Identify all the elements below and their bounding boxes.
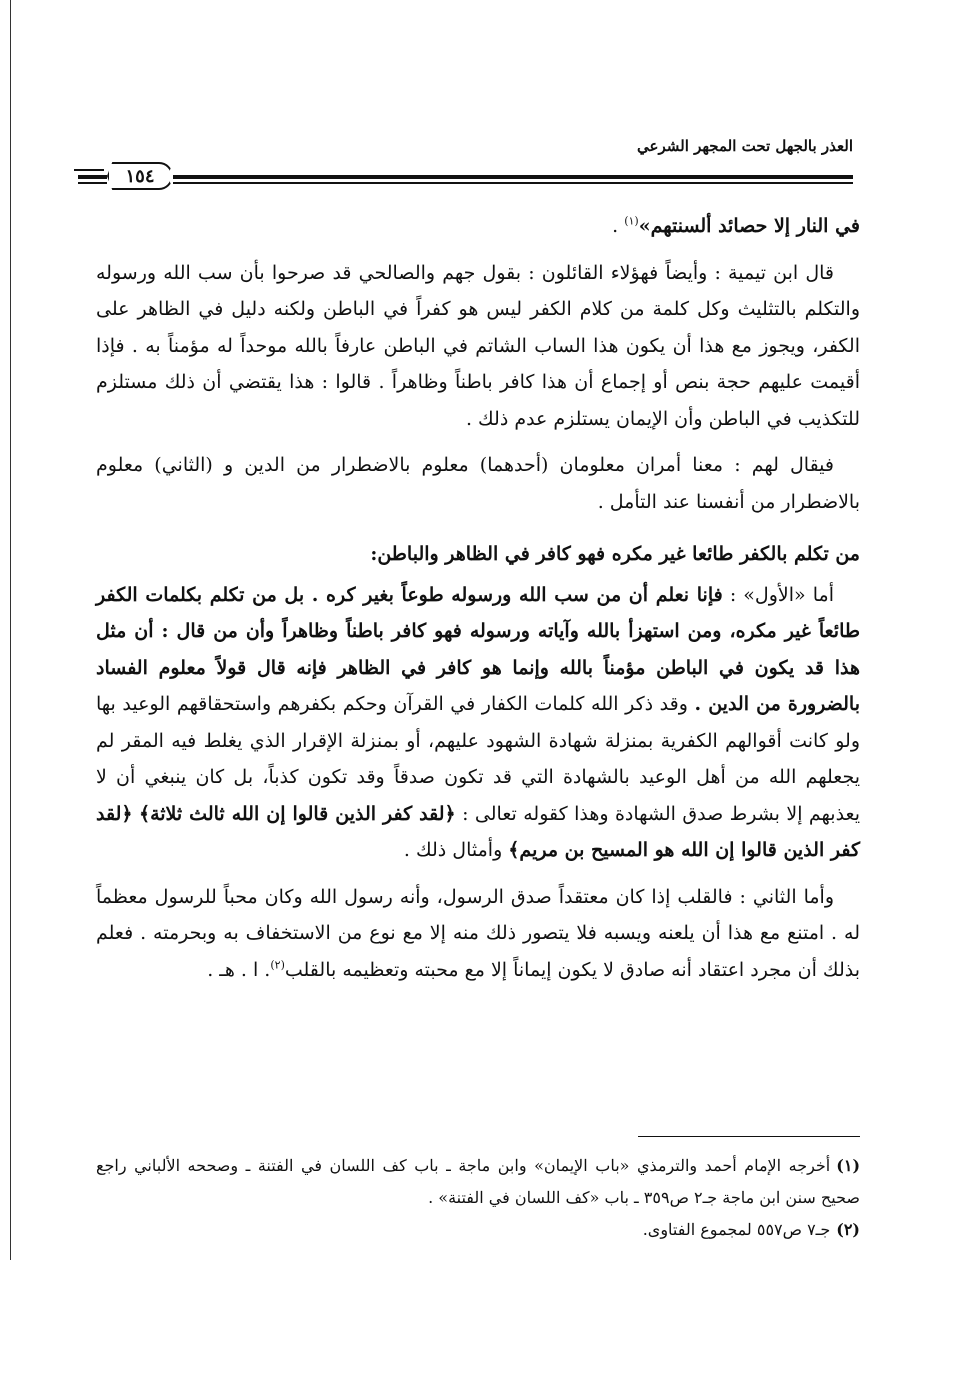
- quran-verse-1: ﴿لقد كفر الذين قالوا إن الله ثالث ثلاثة﴾: [138, 802, 456, 825]
- header-rule-thick: [78, 175, 853, 179]
- paragraph-0-end: .: [612, 215, 619, 237]
- footnote-2-text: جـ٧ ص٥٥٧ لمجموع الفتاوى.: [642, 1220, 831, 1239]
- section-heading: من تكلم بالكفر طائعا غير مكره فهو كافر في الظاهر والباطن:: [370, 543, 860, 565]
- header-ornament-left: [74, 169, 104, 177]
- footnote-2-number: (٢): [836, 1220, 860, 1239]
- page-header: [78, 125, 853, 193]
- running-title: العذر بالجهل تحت المجهر الشرعي: [637, 137, 853, 155]
- paragraph-3-end: وأمثال ذلك .: [403, 839, 503, 861]
- paragraph-3: [96, 577, 860, 869]
- paragraph-1: قال ابن تيمية : وأيضاً فهؤلاء القائلون : بقول جهم والصالحي قد صرحوا بأن سب الله ورسوله والتكلم بالتثليث وكل كلمة من كلام الكفر ليس هو كفراً في الباطن ولكنه دليل في الظاهر على الكفر، ويجوز مع هذا أن يكون هذا الساب الشاتم في الباطن عارفاً بالله موحداً له مؤمناً به . فإذا أقيمت عليهم حجة بنص أو إجماع أن هذا كافر باطناً وظاهراً . قالوا : هذا يقتضي أن ذلك مستلزم للتكذيب في الباطن وأن الإيمان يستلزم عدم ذلك .: [96, 261, 860, 430]
- page-edge-line: [10, 0, 11, 1260]
- footnotes: [96, 1150, 860, 1246]
- paragraph-3-body: وقد ذكر الله كلمات الكفار في القرآن وحكم بكفرهم واستحقاقهم الوعيد بها ولو كانت أقوالهم الكفرية بمنزلة شهادة الشهود عليهم، أو بمنزلة الإقرار الذي يغلط فيه المقر لم يجعلهم الله من أهل الوعيد بالشهادة التي قد تكون صدقاً وقد تكون كذباً، بل كان ينبغي أن لا يعذبهم إلا بشرط صدق الشهادة وهذا كقوله تعالى :: [96, 693, 861, 825]
- footnote-1-text: أخرجه الإمام أحمد والترمذي «باب الإيمان» وابن ماجة ـ باب كف اللسان في الفتنة ـ وصححه الألباني راجع صحيح سنن ابن ماجة جـ٢ ص٣٥٩ ـ باب «كف اللسان في الفتنة» .: [96, 1156, 860, 1207]
- quran-verse-2: ﴿لقد كفر الذين قالوا إن الله هو المسيح بن مريم﴾: [96, 802, 860, 861]
- paragraph-0: [96, 208, 860, 245]
- paragraph-2: فيقال لهم : معنا أمران معلومان (أحدهما) معلوم بالاضطرار من الدين و (الثاني) معلوم بالاضطرار من أنفسنا عند التأمل .: [96, 454, 860, 513]
- footnote-1: [96, 1150, 860, 1214]
- main-text: [96, 208, 860, 998]
- paragraph-4-end: . ا . هـ .: [207, 958, 271, 981]
- paragraph-4-body: وأما الثاني : فالقلب إذا كان معتقداً صدق الرسول، وأنه رسول الله وكان محباً للرسول معظماً له . امتنع مع هذا أن يلعنه ويسبه فلا يتصور ذلك منه إلا مع نوع من الاستخفاف به وبحرمته . فعلم بذلك أن مجرد اعتقاد أنه صادق لا يكون إيماناً إلا مع محبته وتعظيمه بالقلب: [96, 885, 860, 981]
- paragraph-3-bold: فإنا نعلم أن من سب الله ورسوله طوعاً بغير كره . بل من تكلم بكلمات الكفر طائعاً غير مكره، ومن استهزأ بالله وآياته ورسوله فهو كافر باطناً وظاهراً وأن من قال : أن مثل هذا قد يكون في الباطن مؤمناً بالله وإنما هو كافر في الظاهر فإنه قال قولاً معلوم الفساد بالضرورة من الدين .: [96, 583, 861, 715]
- paragraph-4: [96, 879, 860, 989]
- footnote-separator: [638, 1136, 860, 1137]
- paragraph-3-lead: أما «الأول» :: [729, 583, 834, 606]
- header-rule-thin: [78, 182, 853, 184]
- footnote-1-number: (١): [836, 1156, 861, 1175]
- footnote-2: [96, 1214, 860, 1246]
- footnote-ref-2: (٢): [270, 958, 285, 972]
- page-number: ١٥٤: [125, 165, 155, 187]
- hadith-end: في النار إلا حصائد ألسنتهم»: [638, 215, 860, 237]
- page-number-badge: [107, 158, 173, 194]
- footnote-ref-1: (١): [624, 214, 639, 228]
